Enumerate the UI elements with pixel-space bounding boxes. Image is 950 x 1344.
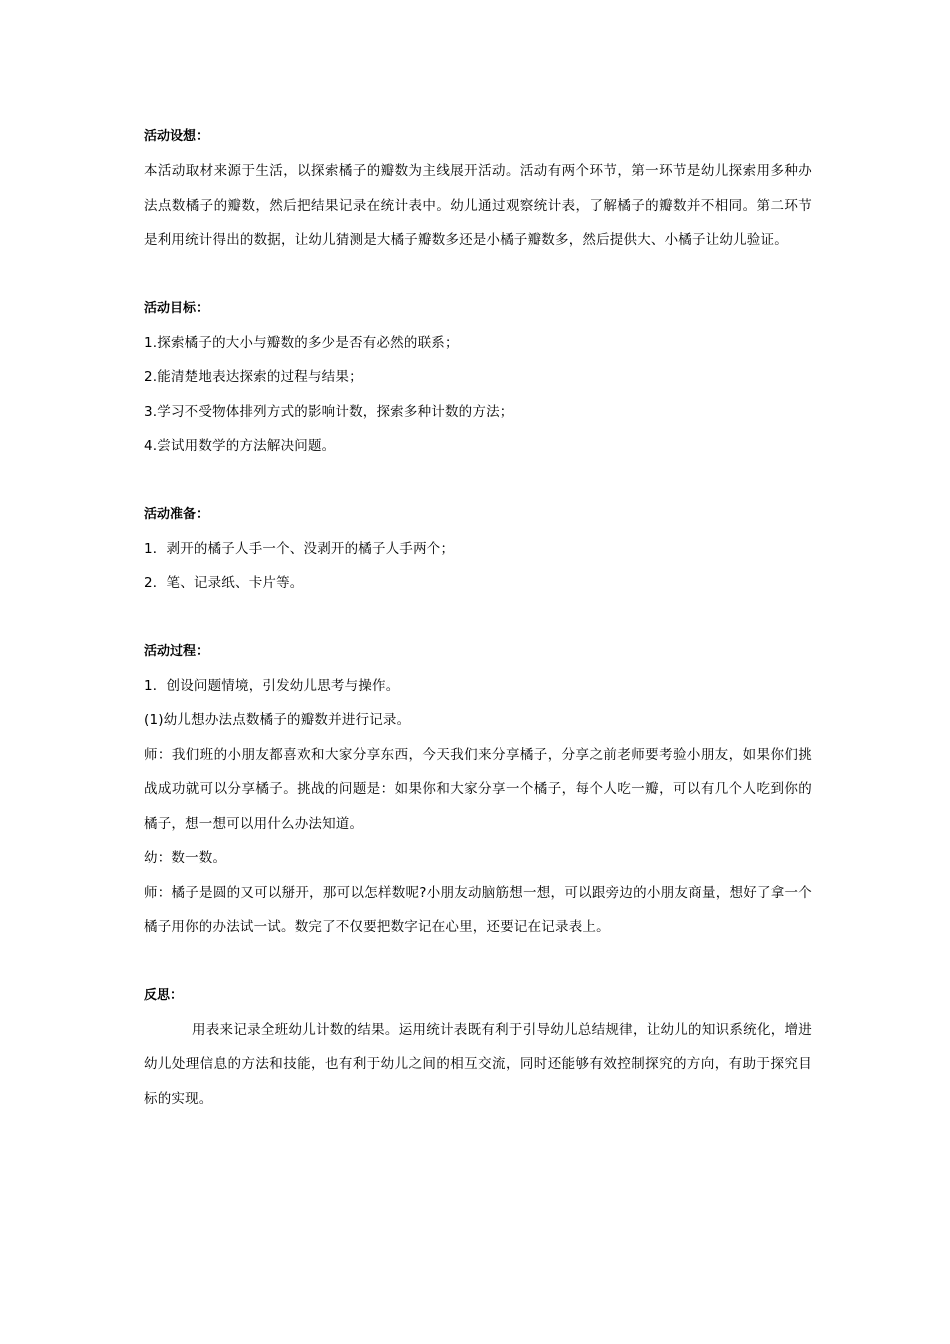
list-item: 1.探索橘子的大小与瓣数的多少是否有必然的联系； — [144, 334, 459, 351]
paragraph: 1．创设问题情境，引发幼儿思考与操作。 — [144, 677, 400, 694]
spacer — [144, 945, 812, 979]
section-process — [144, 635, 812, 945]
spacer — [144, 601, 812, 635]
spacer — [144, 258, 812, 292]
list-item: 1．剥开的橘子人手一个、没剥开的橘子人手两个； — [144, 540, 455, 557]
spacer — [144, 464, 812, 498]
section-heading: 活动设想： — [144, 129, 210, 144]
list-item: 2.能清楚地表达探索的过程与结果； — [144, 369, 363, 385]
paragraph: (1)幼儿想办法点数橘子的瓣数并进行记录。 — [144, 712, 411, 728]
section-preparation — [144, 498, 812, 601]
section-heading: 活动准备： — [144, 506, 210, 522]
paragraph: 师：我们班的小朋友都喜欢和大家分享东西，今天我们来分享橘子，分享之前老师要考验小朋友，如果你们挑战成功就可以分享橘子。挑战的问题是：如果你和大家分享一个橘子，每个人吃一瓣，可以有几个人吃到你的橘子，想一想可以用什么办法知道。 — [144, 746, 812, 832]
document-body — [144, 120, 812, 1116]
paragraph: 师：橘子是圆的又可以掰开，那可以怎样数呢?小朋友动脑筋想一想，可以跟旁边的小朋友商量，想好了拿一个橘子用你的办法试一试。数完了不仅要把数字记在心里，还要记在记录表上。 — [144, 884, 812, 935]
paragraph: 用表来记录全班幼儿计数的结果。运用统计表既有利于引导幼儿总结规律，让幼儿的知识系统化，增进幼儿处理信息的方法和技能，也有利于幼儿之间的相互交流，同时还能够有效控制探究的方向，有助于探究目标的实现。 — [144, 1021, 812, 1107]
list-item: 2．笔、记录纸、卡片等。 — [144, 575, 304, 591]
paragraph: 幼：数一数。 — [144, 850, 227, 866]
section-heading: 活动目标： — [144, 300, 210, 316]
section-heading: 活动过程： — [144, 643, 210, 659]
section-reflection — [144, 979, 812, 1117]
list-item: 4.尝试用数学的方法解决问题。 — [144, 438, 336, 454]
list-item: 3.学习不受物体排列方式的影响计数，探索多种计数的方法； — [144, 403, 514, 420]
section-goals — [144, 292, 812, 464]
paragraph: 本活动取材来源于生活，以探索橘子的瓣数为主线展开活动。活动有两个环节，第一环节是幼儿探索用多种办法点数橘子的瓣数，然后把结果记录在统计表中。幼儿通过观察统计表，了解橘子的瓣数并不相同。第二环节是利用统计得出的数据，让幼儿猜测是大橘子瓣数多还是小橘子瓣数多，然后提供大、小橘子让幼儿验证。 — [144, 163, 812, 248]
section-heading: 反思： — [144, 987, 184, 1003]
section-design — [144, 120, 812, 258]
